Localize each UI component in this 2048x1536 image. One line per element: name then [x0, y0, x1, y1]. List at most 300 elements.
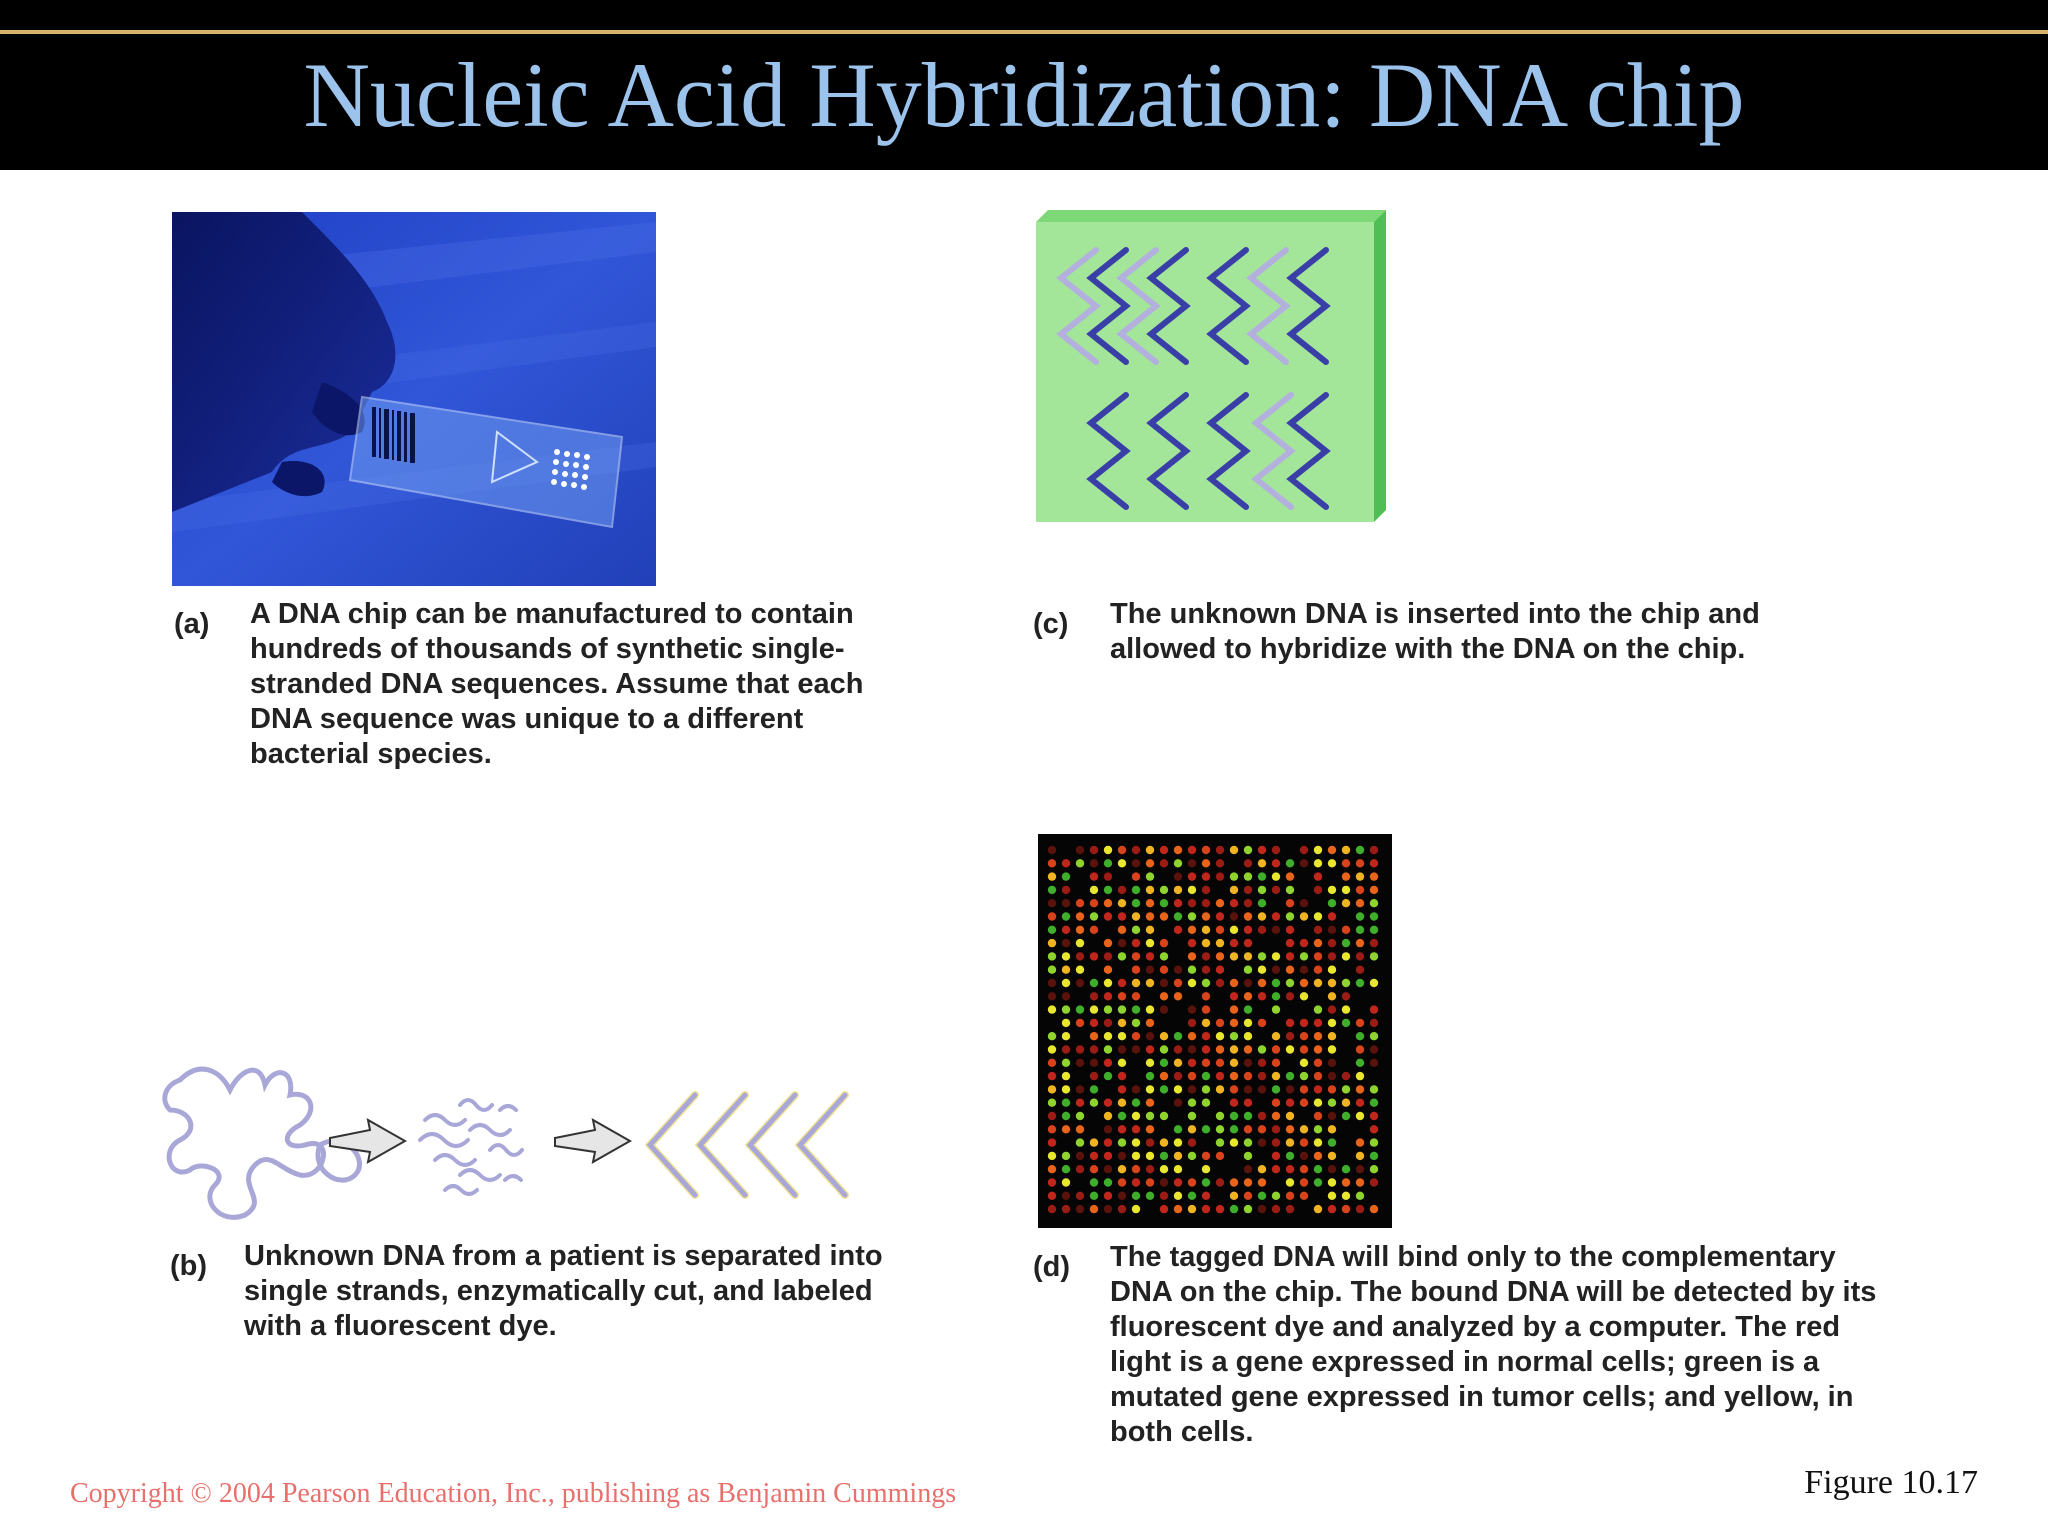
array-spot [1188, 846, 1196, 854]
array-spot [1146, 1005, 1154, 1013]
array-spot [1132, 1032, 1140, 1040]
array-spot [1062, 1112, 1070, 1120]
array-spot [1230, 886, 1238, 894]
array-spot [1272, 859, 1280, 867]
array-spot [1202, 1019, 1210, 1027]
array-spot [1244, 1072, 1252, 1080]
array-spot [1202, 966, 1210, 974]
array-spot [1146, 1152, 1154, 1160]
array-spot [1118, 859, 1126, 867]
array-spot [1160, 1138, 1168, 1146]
array-spot [1160, 1032, 1168, 1040]
array-spot [1048, 1205, 1056, 1213]
array-spot [1160, 846, 1168, 854]
array-spot [1132, 899, 1140, 907]
array-spot [1132, 1138, 1140, 1146]
title-rule [0, 30, 2048, 34]
array-spot [1132, 952, 1140, 960]
array-spot [1160, 979, 1168, 987]
array-spot [1342, 899, 1350, 907]
panel-a-caption: A DNA chip can be manufactured to contain hundreds of thousands of synthetic single-stranded DNA sequences. Assume that each DNA sequence was unique to a different bacterial species. [250, 598, 864, 770]
array-spot [1272, 1059, 1280, 1067]
array-spot [1370, 952, 1378, 960]
array-spot [1342, 1099, 1350, 1107]
array-spot [1062, 1125, 1070, 1133]
array-spot [1146, 966, 1154, 974]
array-spot [1328, 886, 1336, 894]
array-spot [1314, 939, 1322, 947]
array-spot [1370, 872, 1378, 880]
array-spot [1048, 872, 1056, 880]
array-spot [1090, 1005, 1098, 1013]
array-spot [1076, 1112, 1084, 1120]
array-spot [1342, 1005, 1350, 1013]
array-spot [1104, 1099, 1112, 1107]
array-spot [1230, 1099, 1238, 1107]
array-spot [1272, 1045, 1280, 1053]
array-spot [1202, 939, 1210, 947]
array-spot [1132, 1005, 1140, 1013]
array-spot [1356, 1138, 1364, 1146]
array-spot [1174, 872, 1182, 880]
array-spot [1174, 859, 1182, 867]
array-spot [1174, 899, 1182, 907]
array-spot [1216, 1152, 1224, 1160]
array-spot [1342, 939, 1350, 947]
array-spot [1090, 1059, 1098, 1067]
array-spot [1300, 1138, 1308, 1146]
array-spot [1174, 1205, 1182, 1213]
array-spot [1048, 912, 1056, 920]
array-spot [1216, 899, 1224, 907]
array-spot [1174, 1125, 1182, 1133]
array-spot [1370, 926, 1378, 934]
array-spot [1076, 926, 1084, 934]
array-spot [1230, 912, 1238, 920]
array-spot [1132, 1112, 1140, 1120]
array-spot [1342, 1205, 1350, 1213]
array-spot [1342, 1178, 1350, 1186]
array-spot [1188, 979, 1196, 987]
array-spot [1076, 966, 1084, 974]
array-spot [1244, 859, 1252, 867]
array-spot [1272, 872, 1280, 880]
array-spot [1300, 1192, 1308, 1200]
array-spot [1356, 966, 1364, 974]
array-spot [1076, 912, 1084, 920]
array-spot [1062, 1152, 1070, 1160]
array-spot [1356, 926, 1364, 934]
array-spot [1258, 846, 1266, 854]
array-spot [1258, 1192, 1266, 1200]
array-spot [1118, 899, 1126, 907]
array-spot [1146, 1178, 1154, 1186]
array-spot [1356, 859, 1364, 867]
array-spot [1062, 1085, 1070, 1093]
array-spot [1132, 1019, 1140, 1027]
array-spot [1314, 886, 1322, 894]
array-spot [1146, 1072, 1154, 1080]
array-spot [1300, 1085, 1308, 1093]
array-spot [1146, 859, 1154, 867]
array-spot [1328, 846, 1336, 854]
array-spot [1328, 1085, 1336, 1093]
array-spot [1146, 1032, 1154, 1040]
array-spot [1328, 1165, 1336, 1173]
array-spot [1356, 1085, 1364, 1093]
array-spot [1230, 899, 1238, 907]
array-spot [1216, 952, 1224, 960]
array-spot [1132, 979, 1140, 987]
array-spot [1314, 1005, 1322, 1013]
microarray-image [1038, 834, 1392, 1228]
array-spot [1132, 1165, 1140, 1173]
array-spot [1146, 939, 1154, 947]
array-spot [1370, 899, 1378, 907]
array-spot [1090, 979, 1098, 987]
array-spot [1272, 1138, 1280, 1146]
array-spot [1342, 1019, 1350, 1027]
array-spot [1286, 1205, 1294, 1213]
array-spot [1286, 1152, 1294, 1160]
array-spot [1048, 1138, 1056, 1146]
array-spot [1104, 899, 1112, 907]
array-spot [1104, 966, 1112, 974]
array-spot [1314, 1059, 1322, 1067]
array-spot [1146, 1125, 1154, 1133]
array-spot [1328, 1152, 1336, 1160]
array-spot [1272, 1032, 1280, 1040]
array-spot [1328, 939, 1336, 947]
array-spot [1286, 912, 1294, 920]
array-spot [1230, 1125, 1238, 1133]
array-spot [1090, 1152, 1098, 1160]
array-spot [1062, 1165, 1070, 1173]
array-spot [1328, 1019, 1336, 1027]
array-spot [1202, 1125, 1210, 1133]
array-spot [1146, 1192, 1154, 1200]
array-spot [1342, 859, 1350, 867]
array-spot [1062, 1205, 1070, 1213]
array-spot [1300, 939, 1308, 947]
array-spot [1174, 979, 1182, 987]
array-spot [1314, 1178, 1322, 1186]
array-spot [1286, 939, 1294, 947]
array-spot [1272, 952, 1280, 960]
panel-a-letter: (a) [174, 608, 210, 640]
array-spot [1132, 846, 1140, 854]
array-spot [1104, 952, 1112, 960]
array-spot [1118, 1072, 1126, 1080]
array-spot [1090, 1192, 1098, 1200]
array-spot [1314, 952, 1322, 960]
copyright-notice: Copyright © 2004 Pearson Education, Inc., publishing as Benjamin Cummings [70, 1478, 957, 1509]
array-spot [1342, 886, 1350, 894]
array-spot [1104, 859, 1112, 867]
array-spot [1370, 1045, 1378, 1053]
array-spot [1188, 966, 1196, 974]
array-spot [1356, 1059, 1364, 1067]
array-spot [1188, 1032, 1196, 1040]
hybridization-chip-diagram [1036, 210, 1392, 528]
array-spot [1076, 1165, 1084, 1173]
array-spot [1160, 966, 1168, 974]
array-spot [1160, 859, 1168, 867]
array-spot [1104, 939, 1112, 947]
array-spot [1104, 1112, 1112, 1120]
array-spot [1076, 1005, 1084, 1013]
array-spot [1188, 899, 1196, 907]
array-spot [1146, 1165, 1154, 1173]
array-spot [1230, 1112, 1238, 1120]
array-spot [1048, 966, 1056, 974]
array-spot [1160, 1165, 1168, 1173]
array-spot [1146, 846, 1154, 854]
array-spot [1160, 1005, 1168, 1013]
array-spot [1188, 1138, 1196, 1146]
array-spot [1202, 1178, 1210, 1186]
array-spot [1202, 1045, 1210, 1053]
array-spot [1286, 1178, 1294, 1186]
array-spot [1258, 1112, 1266, 1120]
array-spot [1118, 1085, 1126, 1093]
array-spot [1216, 859, 1224, 867]
array-spot [1272, 1125, 1280, 1133]
array-spot [1090, 1019, 1098, 1027]
array-spot [1076, 1045, 1084, 1053]
array-spot [1188, 1178, 1196, 1186]
array-spot [1202, 1072, 1210, 1080]
array-spot [1118, 1165, 1126, 1173]
array-spot [1216, 1112, 1224, 1120]
array-spot [1244, 1192, 1252, 1200]
array-spot [1286, 979, 1294, 987]
array-spot [1090, 899, 1098, 907]
array-spot [1174, 1085, 1182, 1093]
array-spot [1202, 952, 1210, 960]
array-spot [1328, 912, 1336, 920]
array-spot [1370, 1059, 1378, 1067]
array-spot [1062, 912, 1070, 920]
array-spot [1188, 872, 1196, 880]
array-spot [1370, 1085, 1378, 1093]
array-spot [1048, 992, 1056, 1000]
array-spot [1244, 1032, 1252, 1040]
array-spot [1258, 1165, 1266, 1173]
array-spot [1118, 926, 1126, 934]
array-spot [1244, 1165, 1252, 1173]
array-spot [1272, 979, 1280, 987]
array-spot [1356, 886, 1364, 894]
array-spot [1244, 952, 1252, 960]
array-spot [1244, 912, 1252, 920]
array-spot [1062, 1019, 1070, 1027]
slide-title: Nucleic Acid Hybridization: DNA chip [303, 44, 1745, 146]
array-spot [1258, 912, 1266, 920]
panel-c-letter: (c) [1033, 608, 1069, 640]
array-spot [1160, 1045, 1168, 1053]
array-spot [1370, 1005, 1378, 1013]
array-spot [1370, 1112, 1378, 1120]
array-spot [1104, 1192, 1112, 1200]
array-spot [1300, 846, 1308, 854]
array-spot [1300, 1032, 1308, 1040]
array-spot [1132, 1045, 1140, 1053]
array-spot [1244, 846, 1252, 854]
array-spot [1090, 846, 1098, 854]
array-spot [1258, 979, 1266, 987]
array-spot [1300, 1045, 1308, 1053]
array-spot [1258, 1125, 1266, 1133]
array-spot [1286, 1165, 1294, 1173]
array-spot [1314, 1205, 1322, 1213]
array-spot [1104, 1045, 1112, 1053]
array-spot [1118, 1178, 1126, 1186]
array-spot [1104, 1019, 1112, 1027]
array-spot [1048, 979, 1056, 987]
array-spot [1160, 1085, 1168, 1093]
array-spot [1370, 1165, 1378, 1173]
array-spot [1216, 1205, 1224, 1213]
array-spot [1118, 1032, 1126, 1040]
array-spot [1370, 886, 1378, 894]
array-spot [1188, 1019, 1196, 1027]
array-spot [1188, 1059, 1196, 1067]
array-spot [1202, 979, 1210, 987]
array-spot [1216, 1178, 1224, 1186]
array-spot [1188, 952, 1196, 960]
array-spot [1258, 886, 1266, 894]
array-spot [1132, 1178, 1140, 1186]
array-spot [1076, 1205, 1084, 1213]
array-spot [1076, 859, 1084, 867]
array-spot [1272, 1165, 1280, 1173]
dna-processing-diagram [160, 1050, 890, 1230]
array-spot [1258, 1138, 1266, 1146]
array-spot [1160, 1205, 1168, 1213]
array-spot [1062, 1192, 1070, 1200]
array-spot [1356, 1072, 1364, 1080]
array-spot [1062, 1032, 1070, 1040]
array-spot [1202, 1165, 1210, 1173]
array-spot [1328, 1099, 1336, 1107]
array-spot [1230, 939, 1238, 947]
array-spot [1104, 1138, 1112, 1146]
array-spot [1216, 846, 1224, 854]
array-spot [1188, 939, 1196, 947]
array-spot [1286, 966, 1294, 974]
array-spot [1146, 1138, 1154, 1146]
array-spot [1090, 952, 1098, 960]
array-spot [1188, 1045, 1196, 1053]
array-spot [1342, 1085, 1350, 1093]
array-spot [1104, 1178, 1112, 1186]
array-spot [1118, 1045, 1126, 1053]
array-spot [1090, 1178, 1098, 1186]
array-spot [1230, 952, 1238, 960]
array-spot [1174, 1138, 1182, 1146]
array-spot [1160, 886, 1168, 894]
array-spot [1202, 1152, 1210, 1160]
array-spot [1076, 1138, 1084, 1146]
array-spot [1300, 1059, 1308, 1067]
array-spot [1104, 1125, 1112, 1133]
array-spot [1328, 1045, 1336, 1053]
array-spot [1230, 979, 1238, 987]
array-spot [1356, 1165, 1364, 1173]
panel-d-caption: The tagged DNA will bind only to the complementary DNA on the chip. The bound DNA will be detected by its fluorescent dye and analyzed by a computer. The red light is a gene expressed in normal cells; green is a mutated gene expressed in tumor cells; and yellow, in both cells. [1110, 1241, 1877, 1448]
array-spot [1062, 952, 1070, 960]
array-spot [1146, 926, 1154, 934]
array-spot [1272, 1099, 1280, 1107]
array-spot [1356, 1192, 1364, 1200]
array-spot [1048, 899, 1056, 907]
array-spot [1342, 1192, 1350, 1200]
array-spot [1090, 1205, 1098, 1213]
array-spot [1188, 1205, 1196, 1213]
array-spot [1342, 926, 1350, 934]
array-spot [1118, 1152, 1126, 1160]
panel-c-caption: The unknown DNA is inserted into the chip and allowed to hybridize with the DNA on the chip. [1110, 598, 1760, 665]
array-spot [1342, 952, 1350, 960]
array-spot [1048, 1045, 1056, 1053]
array-spot [1048, 1032, 1056, 1040]
array-spot [1356, 1099, 1364, 1107]
array-spot [1356, 952, 1364, 960]
array-spot [1300, 1072, 1308, 1080]
array-spot [1048, 846, 1056, 854]
array-spot [1174, 1072, 1182, 1080]
array-spot [1244, 899, 1252, 907]
array-spot [1272, 1192, 1280, 1200]
array-spot [1216, 1059, 1224, 1067]
array-spot [1048, 1112, 1056, 1120]
array-spot [1146, 899, 1154, 907]
array-spot [1258, 872, 1266, 880]
array-spot [1328, 1125, 1336, 1133]
array-spot [1132, 872, 1140, 880]
array-spot [1314, 1019, 1322, 1027]
array-spot [1174, 1059, 1182, 1067]
array-spot [1202, 872, 1210, 880]
array-spot [1202, 859, 1210, 867]
array-spot [1118, 1019, 1126, 1027]
array-spot [1216, 912, 1224, 920]
array-spot [1216, 1072, 1224, 1080]
array-spot [1328, 1005, 1336, 1013]
array-spot [1090, 872, 1098, 880]
array-spot [1258, 1205, 1266, 1213]
array-spot [1300, 992, 1308, 1000]
array-spot [1342, 846, 1350, 854]
array-spot [1244, 1138, 1252, 1146]
array-spot [1048, 1165, 1056, 1173]
array-spot [1314, 1099, 1322, 1107]
array-spot [1104, 886, 1112, 894]
array-spot [1244, 1099, 1252, 1107]
array-spot [1230, 1085, 1238, 1093]
array-spot [1202, 846, 1210, 854]
array-spot [1216, 1138, 1224, 1146]
array-spot [1160, 1178, 1168, 1186]
array-spot [1286, 899, 1294, 907]
array-spot [1174, 926, 1182, 934]
array-spot [1314, 912, 1322, 920]
array-spot [1356, 872, 1364, 880]
array-spot [1370, 1099, 1378, 1107]
figure-number: Figure 10.17 [1804, 1464, 1978, 1501]
array-spot [1328, 1178, 1336, 1186]
